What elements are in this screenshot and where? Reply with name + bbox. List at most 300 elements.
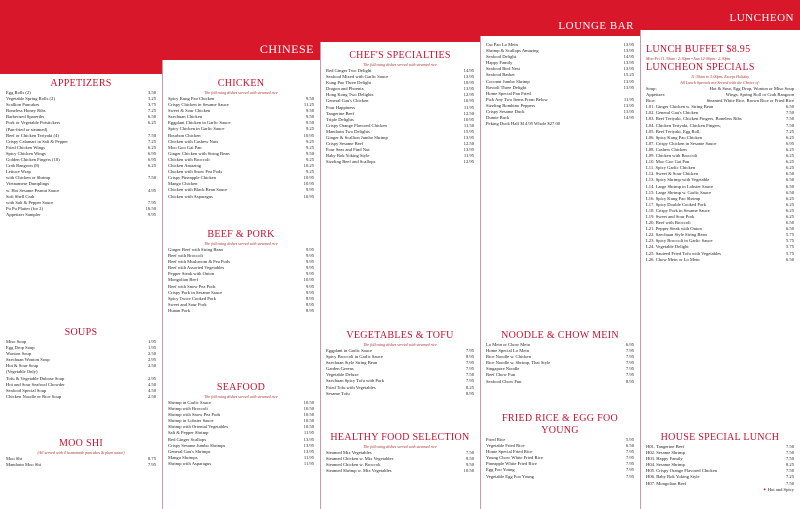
menu-item-price: 5.75 xyxy=(785,232,794,238)
menu-item-name: L06. Spicy Kung Pao Chicken xyxy=(646,134,703,140)
menu-item-name: Triple Delights xyxy=(326,116,354,122)
menu-item-price: 9.50 xyxy=(305,120,314,126)
menu-item-name: w. Hot Sesame Peanut Sauce xyxy=(6,187,60,193)
menu-item-price: 8.95 xyxy=(305,301,314,307)
red-band xyxy=(0,0,162,74)
menu-item-price: 7.95 xyxy=(147,199,156,205)
menu-item-name: Seafood Chow Fun xyxy=(486,378,522,384)
menu-item-name: Red Ginger Scallops xyxy=(168,436,207,442)
menu-item-name: Steamed Chicken w. Mix Vegetables xyxy=(326,456,394,462)
menu-item-name: L25. Sauteed Fried Tofu with Vegetables xyxy=(646,250,722,256)
menu-item xyxy=(6,394,156,400)
menu-item-price: 2.95 xyxy=(147,357,156,363)
menu-item-price: 7.95 xyxy=(625,455,634,461)
menu-item-price: 13.95 xyxy=(623,60,634,66)
menu-item-price: 6.25 xyxy=(147,144,156,150)
menu-item-price: 6.25 xyxy=(785,213,794,219)
menu-item-price: 7.95 xyxy=(625,461,634,467)
menu-item-name: Mongolian Beef xyxy=(168,277,198,283)
item-list xyxy=(486,42,634,127)
menu-item-name: L22. Szechuan Style String Bean xyxy=(646,232,707,238)
menu-item-price: 7.50 xyxy=(785,444,794,449)
section-friedrice xyxy=(486,413,634,480)
menu-item-name: Mango Shrimps xyxy=(168,454,198,460)
menu-item-name: L04. Chicken Teriyaki, Chicken Fingers, xyxy=(646,122,721,128)
menu-item-price: 7.50 xyxy=(785,456,794,462)
menu-item-name: L16. Spicy Kung Pao Shrimp xyxy=(646,195,701,201)
item-list xyxy=(6,339,156,400)
section-title: CHEF'S SPECIALTIES xyxy=(349,50,451,61)
menu-item-name: Golden Chicken Fingers (10) xyxy=(6,157,60,163)
menu-item-price: 10.50 xyxy=(303,412,314,418)
section-vegtofu xyxy=(326,330,474,397)
menu-item-price: 7.50 xyxy=(147,132,156,138)
menu-item-price: 13.95 xyxy=(463,147,474,153)
menu-item-name: General Gau's Chicken xyxy=(326,98,369,104)
menu-item-name: Steamed Chicken w. Broccoli xyxy=(326,462,381,468)
menu-item-name: Pineapple White Fried Rice xyxy=(486,461,537,467)
section-house xyxy=(646,432,794,493)
header-lounge: LOUNGE BAR xyxy=(558,20,634,32)
menu-item-name: L12. Sweet & Sour Chicken xyxy=(646,171,698,177)
menu-item-price: 6.25 xyxy=(785,153,794,159)
item-list xyxy=(326,348,474,397)
menu-item-price: 12.95 xyxy=(463,92,474,98)
menu-item-name: Egg Foo Young xyxy=(486,467,515,473)
menu-item-name: L08. Cashew Chicken xyxy=(646,146,687,152)
menu-item-price: 7.95 xyxy=(625,473,634,479)
menu-item-name: Shrimp in Lobster Sauce xyxy=(168,418,214,424)
menu-item-price: 6.25 xyxy=(785,134,794,140)
menu-item-price: 4.50 xyxy=(147,381,156,387)
menu-item-price: 10.95 xyxy=(463,80,474,86)
menu-item-price: 10.95 xyxy=(303,181,314,187)
menu-item-name: Shrimp & Scallops Amazing xyxy=(486,48,539,54)
header-chinese: CHINESE xyxy=(259,42,314,56)
menu-item-name: Kung Pao Three Delight xyxy=(326,80,371,86)
menu-item-price: 8.75 xyxy=(147,456,156,461)
menu-item-name: H05. Crispy Orange Flavored Chicken xyxy=(646,468,718,474)
menu-item-price xyxy=(632,121,634,127)
menu-item-name: Appetizer Sampler xyxy=(6,211,41,217)
menu-item-name: Home Special Lo Mein xyxy=(486,348,529,354)
menu-item xyxy=(486,379,634,385)
column-luncheon xyxy=(640,0,800,509)
menu-item-price: 9.95 xyxy=(305,265,314,271)
menu-item-price: 7.25 xyxy=(147,108,156,114)
section-lunch xyxy=(646,44,794,263)
section-healthy xyxy=(326,432,474,474)
menu-item-name: L07. Crispy Chicken in Sesame Sauce xyxy=(646,140,717,146)
menu-item-name: Appetizer: xyxy=(646,92,666,98)
menu-item-name: Coconut Jumbo Shrimp xyxy=(486,78,530,84)
menu-item-price: 9.95 xyxy=(147,211,156,217)
menu-item-name: L10. Moo Goo Gai Pan xyxy=(646,159,690,165)
menu-item-name: Sizzling Beef and Scallops xyxy=(326,159,376,165)
menu-item-name: Rice: xyxy=(646,98,656,104)
menu-item-name: Seafood Mixed with Garlic Sauce xyxy=(326,74,389,80)
menu-item-price: 13.95 xyxy=(623,84,634,90)
menu-item-name: Chicken with Black Bean Sauce xyxy=(168,187,228,193)
menu-item-price: 7.95 xyxy=(625,372,634,378)
menu-item xyxy=(326,391,474,397)
menu-item-name: Vegetable Spring Rolls (2) xyxy=(6,96,55,102)
menu-item-price: 11.95 xyxy=(623,96,634,102)
menu-item-price: 9.25 xyxy=(305,138,314,144)
section-note: The following dishes served with steamed rice xyxy=(363,444,437,449)
menu-item-price: 8.95 xyxy=(465,390,474,396)
menu-item-name: Mandarin Moo Shi xyxy=(6,462,41,468)
menu-item-name: Seafood Basket xyxy=(486,72,515,78)
menu-item-name: Tofu & Vegetable Dubose Soup xyxy=(6,375,65,381)
footer-note: ✦ Hot and Spicy xyxy=(762,486,794,492)
menu-item-price: 10.95 xyxy=(463,116,474,122)
menu-item-price: 2.95 xyxy=(147,375,156,381)
menu-item-price: 6.25 xyxy=(785,165,794,171)
menu-item-name: Fried Tofu with Vegetables xyxy=(326,384,376,390)
menu-item-price: 13.95 xyxy=(623,66,634,72)
menu-item-price: 9.95 xyxy=(305,187,314,193)
menu-item-name: Eggplant Chicken in Garlic Sauce xyxy=(168,120,231,126)
menu-item-name: Barbecued Spareribs xyxy=(6,114,45,120)
menu-item-price: 15.25 xyxy=(623,72,634,78)
item-list xyxy=(168,400,314,467)
menu-item-name: with Chicken or Shrimp xyxy=(6,175,51,181)
section-title: CHICKEN xyxy=(217,78,265,89)
menu-item-name: L21. Pepper Steak with Onion xyxy=(646,226,702,232)
menu-item-price: 7.95 xyxy=(625,348,634,354)
menu-item-name: Moo Shi xyxy=(6,456,22,461)
menu-item-name: Pork or Vegetable Potstickers xyxy=(6,120,61,126)
menu-item-price: 11.95 xyxy=(303,460,314,466)
menu-item-name: Crispy Calamari in Salt & Pepper xyxy=(6,138,68,144)
menu-item-price: 9.95 xyxy=(305,271,314,277)
header-luncheon: LUNCHEON xyxy=(729,12,794,24)
menu-item-price: 10.95 xyxy=(303,175,314,181)
menu-item-price: 14.95 xyxy=(623,115,634,121)
menu-item-name: (Pan-fried or steamed) xyxy=(6,126,48,132)
menu-item-name: Szechuan Wonton Soup xyxy=(6,357,50,363)
menu-item-name: Spicy Twice Cooked Pork xyxy=(168,295,216,301)
menu-item-name: Dumie Buck xyxy=(486,115,510,121)
menu-item-price: 1.95 xyxy=(147,339,156,344)
menu-item-price: 4.95 xyxy=(147,187,156,193)
menu-item-price: 14.95 xyxy=(623,54,634,60)
section-title: HEALTHY FOOD SELECTION xyxy=(330,432,470,443)
menu-item-price: 9.25 xyxy=(305,156,314,162)
menu-item-name: Crispy Chicken in Sesame Sauce xyxy=(168,102,229,108)
menu-item-price: 11.95 xyxy=(303,454,314,460)
section-title: MOO SHI xyxy=(58,438,104,449)
menu-item-price: 13.95 xyxy=(303,436,314,442)
menu-item-name: Crab Rangoon (8) xyxy=(6,163,40,169)
menu-item-price: 8.25 xyxy=(785,462,794,468)
menu-item-price: 13.95 xyxy=(303,442,314,448)
menu-item-price: 13.95 xyxy=(623,42,634,47)
menu-item-name: L03. Beef Teriyaki, Chicken Fingers, Boneless Ribs xyxy=(646,116,742,122)
section-chefs xyxy=(326,50,474,166)
menu-item-name: Dragon and Phoenix xyxy=(326,86,364,92)
menu-item-price: 7.50 xyxy=(785,122,794,128)
menu-item-price: 6.95 xyxy=(147,157,156,163)
menu-item-name: Crispy Sesame Beef xyxy=(326,141,364,147)
menu-item-name: H04. Sesame Shrimp xyxy=(646,462,685,468)
item-list xyxy=(6,90,156,218)
menu-item-name: Beef with Assorted Vegetables xyxy=(168,265,225,271)
menu-item-name: Mandarin Two Delights xyxy=(326,128,370,134)
menu-item-price: 10.50 xyxy=(303,400,314,405)
menu-item-name: L11. Spicy Garlic Chicken xyxy=(646,165,696,171)
section-appetizers xyxy=(6,78,156,218)
menu-item-name: Rice Noodle w. Shrimp, Thai Style xyxy=(486,360,551,366)
menu-item-name: Chicken with Asparagus xyxy=(168,193,213,199)
section-soups xyxy=(6,327,156,400)
menu-item xyxy=(646,257,794,263)
menu-item xyxy=(326,159,474,165)
menu-item-price: 8.95 xyxy=(305,307,314,313)
menu-item-price: 3.75 xyxy=(147,102,156,108)
menu-item-price: 9.50 xyxy=(465,462,474,468)
menu-item-name: Beef with Broccoli xyxy=(168,253,203,259)
column-chefs xyxy=(320,0,480,509)
section-chicken xyxy=(168,78,314,200)
section-note: The following dishes served with steamed rice xyxy=(204,90,278,95)
menu-item-name: L19. Sweet and Sour Pork xyxy=(646,213,695,219)
item-list xyxy=(6,456,156,468)
menu-item-price: 6.25 xyxy=(785,146,794,152)
menu-item-price: 11.95 xyxy=(303,430,314,436)
menu-item-name: Miso Soup xyxy=(6,339,27,344)
section-title: FRIED RICE & EGG FOO YOUNG xyxy=(501,413,618,436)
menu-item-name: Ravioli Three Delight xyxy=(486,84,527,90)
menu-item-name: Mango Chicken xyxy=(168,181,198,187)
menu-item-price: 8.95 xyxy=(625,378,634,384)
menu-item-price: 1.95 xyxy=(147,345,156,351)
menu-item-price: 7.50 xyxy=(785,468,794,474)
menu-item-name: Vegetable Deluxe xyxy=(326,372,359,378)
item-list xyxy=(168,247,314,314)
menu-item-name: L20. Beef with Broccoli xyxy=(646,220,691,226)
menu-item-price: 6.50 xyxy=(785,104,794,110)
menu-item-price: 14.95 xyxy=(463,68,474,73)
menu-item-name: Spicy Kung Pao Chicken xyxy=(168,96,215,101)
menu-item-name: Singapore Noodle xyxy=(486,366,520,372)
menu-item-name: Beef with Snow Pea Pods xyxy=(168,283,216,289)
menu-item-name: Beef Chow Fun xyxy=(486,372,516,378)
menu-item-name: Red Ginger Two Delight xyxy=(326,68,372,73)
menu-item-price: 9.50 xyxy=(305,96,314,101)
menu-item-price: 11.25 xyxy=(303,102,314,108)
menu-item-price: 5.75 xyxy=(785,238,794,244)
menu-item-price: 7.25 xyxy=(785,128,794,134)
menu-item-name: Spicy Chicken Wings xyxy=(6,150,46,156)
menu-item-price: Wings, Spring Roll or Crab Rangoon xyxy=(725,92,794,98)
menu-item-name: L23. Spicy Broccoli in Garlic Sauce xyxy=(646,238,713,244)
menu-item-price: 11.50 xyxy=(463,122,474,128)
menu-item-price: 7.50 xyxy=(147,175,156,181)
menu-item-name: Boneless Honey Ribs xyxy=(6,108,46,114)
section-note: The following dishes served with steamed rice xyxy=(204,241,278,246)
menu-item-price: 7.95 xyxy=(625,467,634,473)
menu-item-price: 7.95 xyxy=(465,366,474,372)
menu-item-name: L13. Spicy Shrimp with Vegetable xyxy=(646,177,710,183)
menu-item-price: 9.25 xyxy=(305,169,314,175)
section-title: VEGETABLES & TOFU xyxy=(346,330,454,341)
menu-item-name: Garden Greens xyxy=(326,366,354,372)
menu-item-price: 9.50 xyxy=(305,108,314,114)
menu-item-price: 13.95 xyxy=(623,109,634,115)
menu-item-name: Spicy Chicken in Garlic Sauce xyxy=(168,126,225,132)
menu-item-name: Sweet and Sour Pork xyxy=(168,301,207,307)
red-band xyxy=(320,0,480,42)
section-beefpork xyxy=(168,229,314,314)
menu-item-price: 6.25 xyxy=(785,207,794,213)
menu-item-price: 5.75 xyxy=(785,250,794,256)
menu-item-name: Soup: xyxy=(646,86,657,91)
menu-item-name: Scallion Pancakes xyxy=(6,102,40,108)
menu-item-name: Szechuan Style String Bean xyxy=(326,360,378,366)
menu-item-price: 2.50 xyxy=(147,393,156,399)
menu-item-price: 2.50 xyxy=(147,363,156,369)
menu-item-name: Rice Noodle w. Chicken xyxy=(486,354,531,360)
item-list xyxy=(326,68,474,166)
menu-item-name: Shrimp with Broccoli xyxy=(168,406,208,412)
specials-hours: 11:30am to 3:00pm, Except Holiday xyxy=(690,74,750,79)
menu-item-name: Pu Pu Platter (for 2) xyxy=(6,205,44,211)
section-title: BEEF & PORK xyxy=(207,229,275,240)
item-list xyxy=(326,450,474,474)
menu-item-price: 12.95 xyxy=(463,159,474,165)
menu-item-price: 7.50 xyxy=(465,450,474,455)
menu-item-price: 4.50 xyxy=(147,387,156,393)
menu-item-name: Shrimp with Snow Pea Pods xyxy=(168,412,221,418)
menu-item-price: 7.95 xyxy=(465,348,474,353)
menu-item-name: Crispy Pork in Sesame Sauce xyxy=(168,289,223,295)
menu-item-name: L14. Large Shrimp in Lobster Sauce xyxy=(646,183,714,189)
menu-item-price: 6.50 xyxy=(147,114,156,120)
menu-item-price: 10.50 xyxy=(303,424,314,430)
item-list xyxy=(168,96,314,200)
menu-item-price: 9.95 xyxy=(305,253,314,259)
menu-item-price: 7.95 xyxy=(625,360,634,366)
menu-item-name: Shrimp with Oriental Vegetables xyxy=(168,424,229,430)
menu-item-price: 9.95 xyxy=(305,283,314,289)
menu-item xyxy=(168,461,314,467)
menu-item-price: 7.50 xyxy=(785,450,794,456)
menu-item-price: 9.25 xyxy=(305,144,314,150)
section-noodle xyxy=(486,330,634,385)
menu-item-price: 16.50 xyxy=(145,205,156,211)
specials-title: LUNCHEON SPECIALS xyxy=(646,62,755,73)
menu-item-name: Ginger & Scallion Jumbo Shrimp xyxy=(326,135,388,141)
menu-item-name: Pepper Steak with Onion xyxy=(168,271,215,277)
menu-item-name: Seafood Special Soup xyxy=(6,387,47,393)
menu-item-price: 10.25 xyxy=(303,163,314,169)
menu-item-price: 10.95 xyxy=(303,277,314,283)
menu-item-name: Chicken Amazing xyxy=(168,163,202,169)
menu-item-name: Spicy Broccoli in Garlic Sauce xyxy=(326,354,383,360)
menu-item-price: 6.50 xyxy=(785,177,794,183)
menu-item-name: Bourbon Chicken xyxy=(168,132,201,138)
menu-item-price: 7.95 xyxy=(465,378,474,384)
menu-item-name: L05. Beef Teriyaki, Egg Roll, xyxy=(646,128,701,134)
menu-item-price: 11.95 xyxy=(463,153,474,159)
menu-item-name: Crispy Pineapple Chicken xyxy=(168,175,216,181)
menu-item-name: L24. Vegetable Delight xyxy=(646,244,689,250)
menu-item-name: Eggplant in Garlic Sauce xyxy=(326,348,373,353)
menu-item-price: 6.25 xyxy=(785,159,794,165)
section-title: HOUSE SPECIAL LUNCH xyxy=(660,432,780,443)
menu-item-price: 6.95 xyxy=(785,140,794,146)
menu-item-price: 6.50 xyxy=(785,183,794,189)
menu-item-price: 7.95 xyxy=(465,360,474,366)
menu-item-name: Chicken Noodle or Rice Soup xyxy=(6,393,62,399)
menu-item-price: 13.95 xyxy=(623,48,634,54)
buffet-title: LUNCH BUFFET $8.95 xyxy=(646,44,751,55)
menu-item-price: 6.95 xyxy=(147,150,156,156)
menu-item-price: 9.50 xyxy=(305,114,314,120)
menu-item-price: 12.50 xyxy=(463,141,474,147)
menu-item xyxy=(486,474,634,480)
menu-item-price: 6.25 xyxy=(785,195,794,201)
menu-item-name: H02. Sesame Shrimp xyxy=(646,450,685,456)
menu-item-name: Beef with Mushroom & Pea Pods xyxy=(168,259,230,265)
choice-list xyxy=(646,86,794,104)
section-mooshi xyxy=(6,438,156,468)
menu-item-price: 6.50 xyxy=(625,443,634,449)
menu-item-name: L01. Ginger Chicken w. String Bean xyxy=(646,104,714,110)
menu-item-price: 13.95 xyxy=(463,74,474,80)
menu-item-name: Salt & Pepper Shrimp xyxy=(168,430,209,436)
menu-item-price: 10.50 xyxy=(463,468,474,474)
menu-item-price: 10.50 xyxy=(303,418,314,424)
column-appetizers xyxy=(0,0,162,509)
menu-item-price: 13.95 xyxy=(623,78,634,84)
menu-item-price: 7.95 xyxy=(625,354,634,360)
menu-item-price: 6.50 xyxy=(785,171,794,177)
menu-item-name: Crispy Orange Flavored Chicken xyxy=(326,122,387,128)
menu-item-price: Steamed White Rice, Brown Rice or Fried Rice xyxy=(706,98,794,104)
menu-item-price: 10.95 xyxy=(463,98,474,104)
menu-item-name: Seafood Bird Nest xyxy=(486,66,520,72)
menu-item-name: Four Seas and Find Nut xyxy=(326,147,370,153)
menu-item xyxy=(486,121,634,127)
column-chinese xyxy=(162,0,320,509)
menu-item-name: Four Happiness xyxy=(326,104,355,110)
menu-item-price: 8.95 xyxy=(305,295,314,301)
menu-item-price: 6.25 xyxy=(785,201,794,207)
menu-item-price: 6.50 xyxy=(785,189,794,195)
menu-item-name: H07. Mongolian Beef xyxy=(646,480,687,486)
menu-item xyxy=(168,194,314,200)
menu-item-name: Shrimp with Asparagus xyxy=(168,460,212,466)
menu-item-price: 7.50 xyxy=(785,480,794,486)
menu-item-name: L02. General Gau's Chicken xyxy=(646,110,699,116)
menu-item-name: H03. Happy Family xyxy=(646,456,683,462)
menu-item-name: Ginger Beef with String Bean xyxy=(168,247,223,252)
menu-item-price: 6.95 xyxy=(625,342,634,347)
menu-item-price: 6.50 xyxy=(785,226,794,232)
menu-item-name: Crispy Sesame Jumbo Shrimps xyxy=(168,442,226,448)
menu-item-price: 5.75 xyxy=(785,244,794,250)
menu-item-price: 9.50 xyxy=(465,456,474,462)
section-title: SOUPS xyxy=(64,327,98,338)
menu-item-name: Hot and Sour Seafood Chowder xyxy=(6,381,65,387)
menu-item-price: 6.25 xyxy=(147,163,156,169)
menu-item-price: 13.95 xyxy=(303,448,314,454)
section-note: The following dishes served with steamed rice xyxy=(363,62,437,67)
menu-item-price: 10.95 xyxy=(303,193,314,199)
